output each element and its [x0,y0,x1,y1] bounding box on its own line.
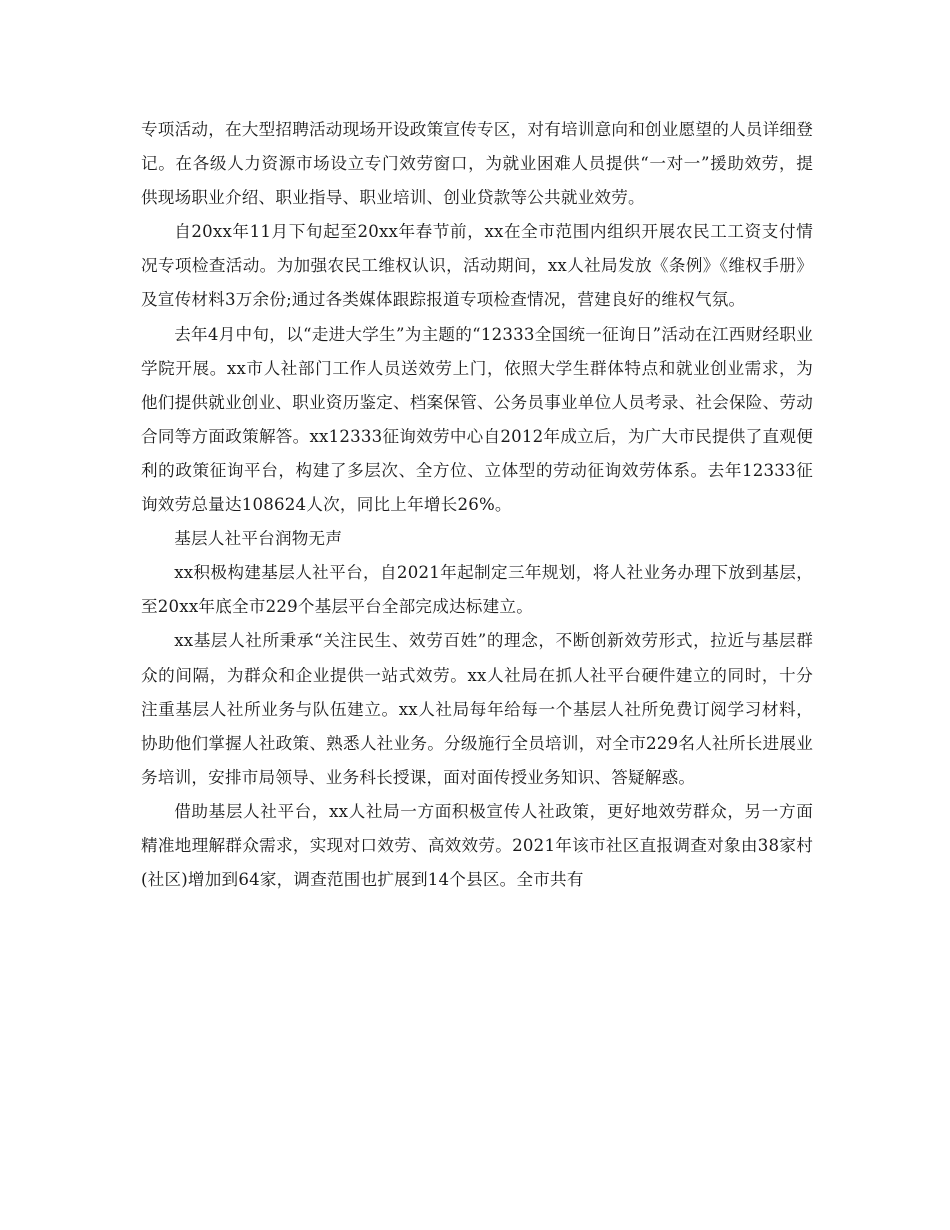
paragraph-continuation: 专项活动，在大型招聘活动现场开设政策宣传专区，对有培训意向和创业愿望的人员详细登记。在各级人力资源市场设立专门效劳窗口，为就业困难人员提供“一对一”援助效劳，提供现场职业介绍、职业指导、职业培训、创业贷款等公共就业效劳。 [141,120,813,208]
paragraph-wage-inspection: 自20xx年11月下旬起至20xx年春节前，xx在全市范围内组织开展农民工工资支付情况专项检查活动。为加强农民工维权认识，活动期间，xx人社局发放《条例》《维权手册》及宣传材料3万余份;通过各类媒体跟踪报道专项检查情况，营建良好的维权气氛。 [141,222,813,310]
document-body [141,113,813,897]
paragraph-demand-survey: 借助基层人社平台，xx人社局一方面积极宣传人社政策，更好地效劳群众，另一方面精准地理解群众需求，实现对口效劳、高效效劳。2021年该市社区直报调查对象由38家村(社区)增加到64家，调查范围也扩展到14个县区。全市共有 [141,801,813,890]
paragraph-platform-building: xx积极构建基层人社平台，自2021年起制定三年规划，将人社业务办理下放到基层，至20xx年底全市229个基层平台全部完成达标建立。 [141,563,813,617]
paragraph-consultation-day: 去年4月中旬，以“走进大学生”为主题的“12333全国统一征询日”活动在江西财经职业学院开展。xx市人社部门工作人员送效劳上门，依照大学生群体特点和就业创业需求，为他们提供就业创业、职业资历鉴定、档案保管、公务员事业单位人员考录、社会保险、劳动合同等方面政策解答。xx12333征询效劳中心自2012年成立后，为广大市民提供了直观便利的政策征询平台，构建了多层次、全方位、立体型的劳动征询效劳体系。去年12333征询效劳总量达108624人次，同比上年增长26%。 [141,324,813,515]
section-heading: 基层人社平台润物无声 [174,529,343,549]
paragraph-service-concept: xx基层人社所秉承“关注民生、效劳百姓”的理念，不断创新效劳形式，拉近与基层群众的间隔，为群众和企业提供一站式效劳。xx人社局在抓人社平台硬件建立的同时，十分注重基层人社所业务与队伍建立。xx人社局每年给每一个基层人社所免费订阅学习材料，协助他们掌握人社政策、熟悉人社业务。分级施行全员培训，对全市229名人社所长进展业务培训，安排市局领导、业务科长授课，面对面传授业务知识、答疑解惑。 [141,631,813,787]
